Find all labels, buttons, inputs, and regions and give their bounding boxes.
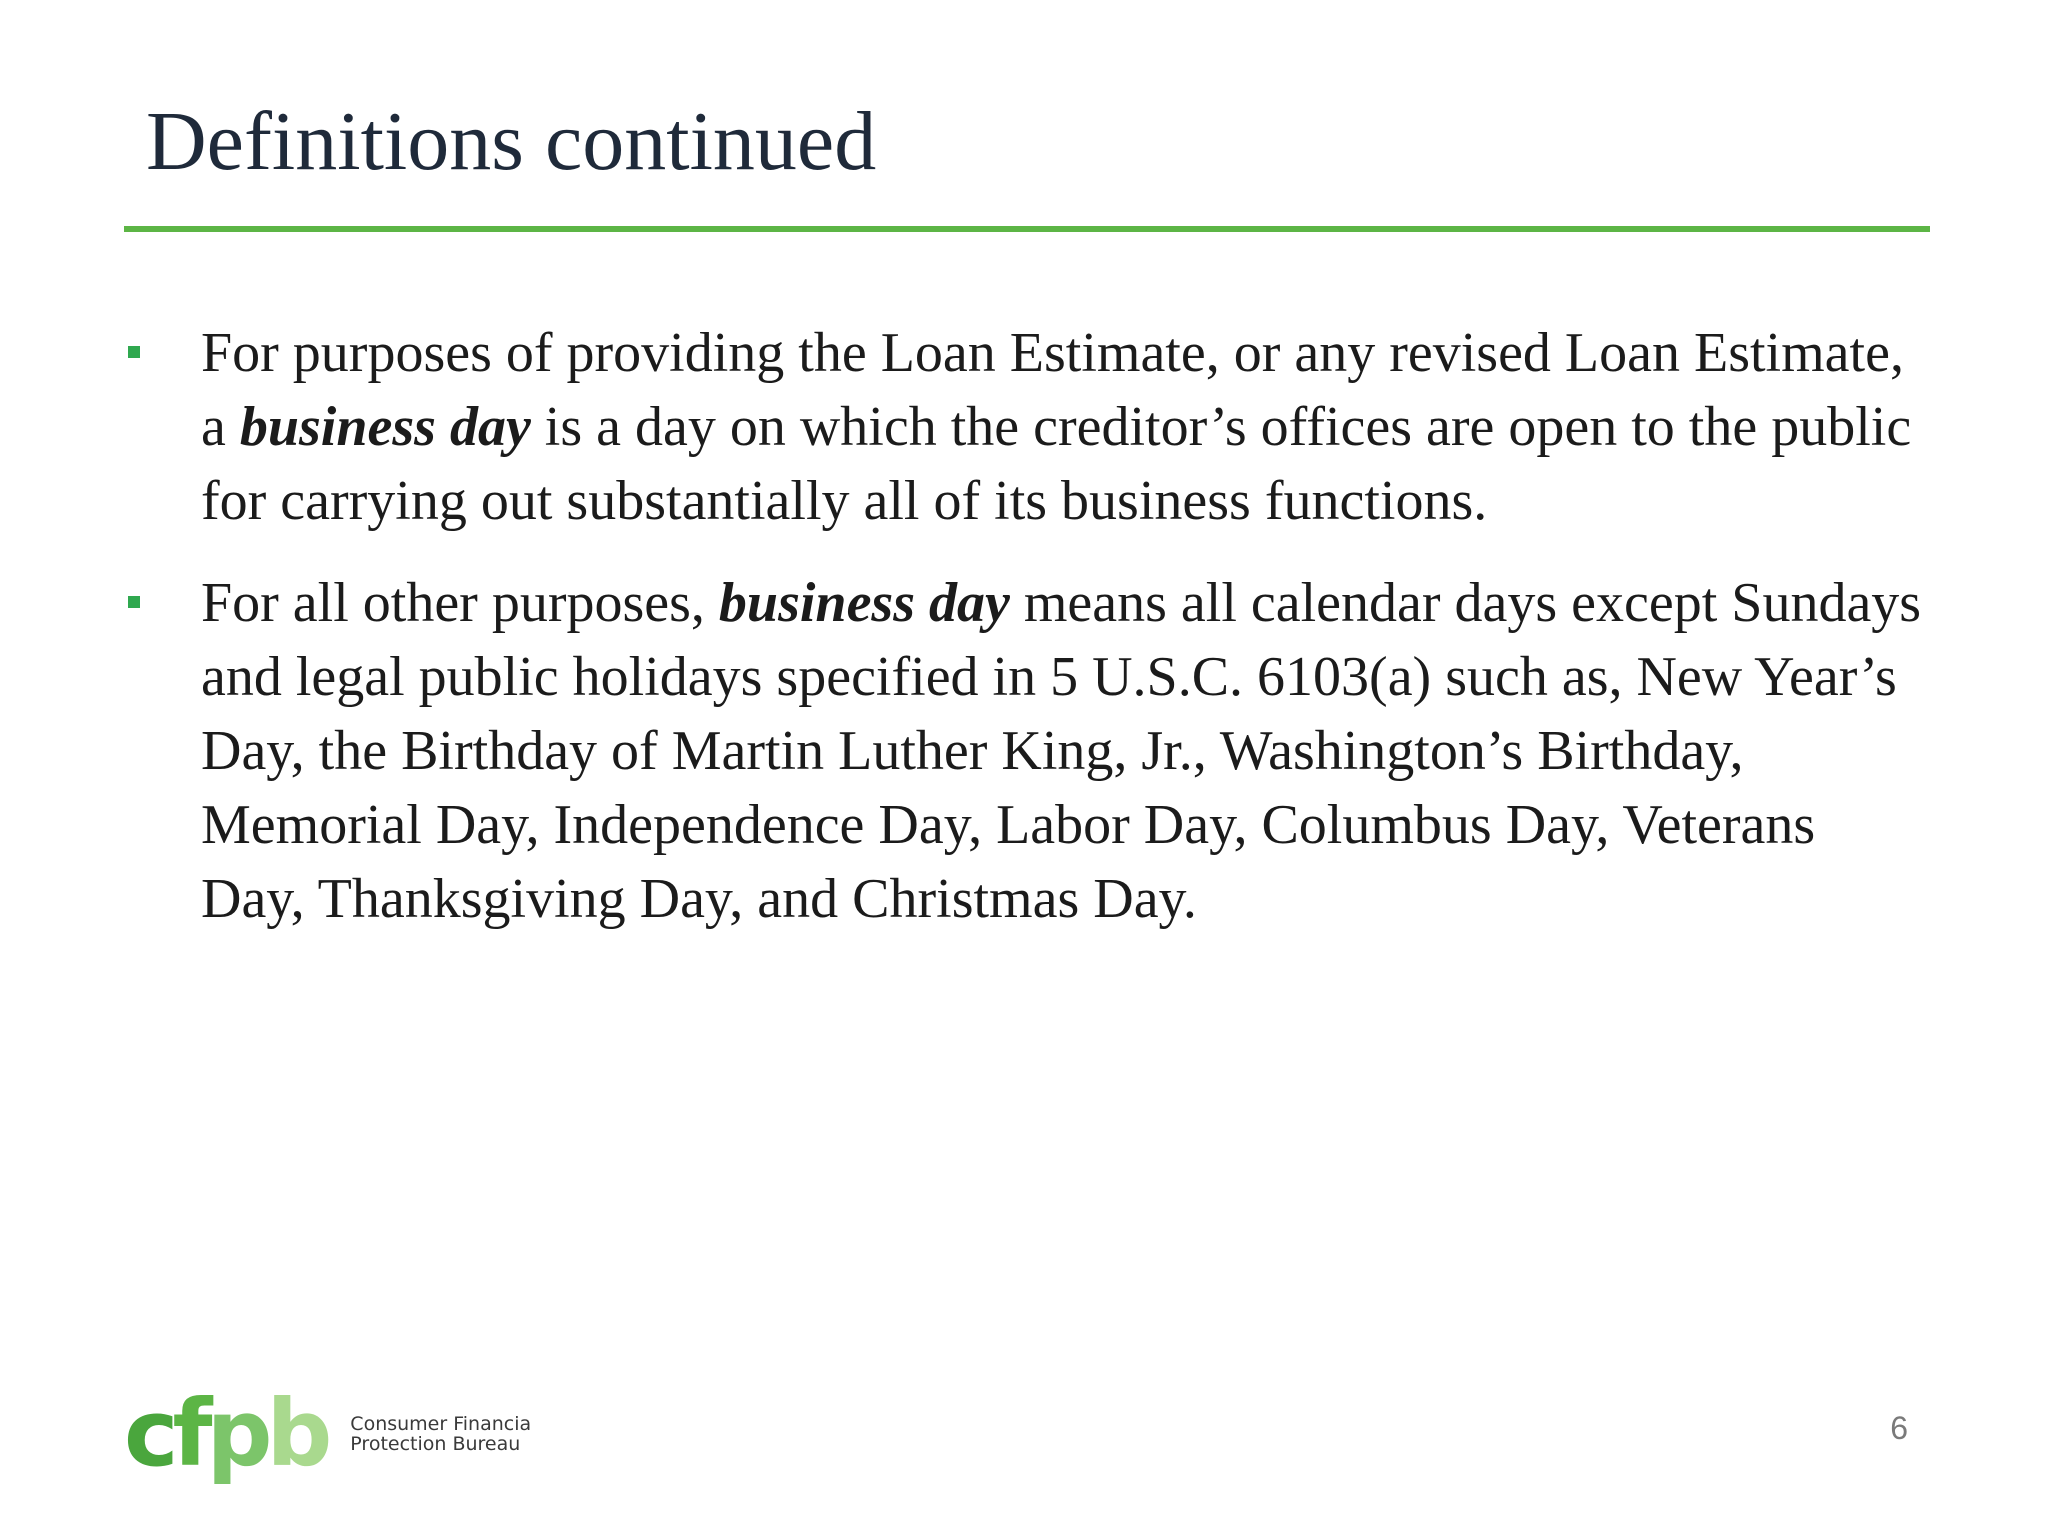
logo-letter-p: p	[206, 1380, 267, 1487]
square-bullet-icon	[128, 596, 140, 608]
logo-text-line1: Consumer Financia	[350, 1413, 532, 1435]
square-bullet-icon	[128, 346, 140, 358]
cfpb-logo-text	[350, 1414, 531, 1454]
bullet-item	[126, 566, 1926, 936]
defined-term: business day	[239, 396, 531, 458]
logo-text-line2: Protection Bureau	[350, 1433, 521, 1455]
logo-letter-b: b	[266, 1380, 327, 1487]
defined-term: business day	[718, 572, 1010, 634]
bullet-text-after: is a day on which the creditor’s offices are open to the public for carrying out substantially all of its business functions.	[201, 396, 1912, 532]
title-divider	[124, 226, 1930, 232]
logo-letter-c: c	[124, 1380, 173, 1487]
logo-letter-f: f	[172, 1380, 207, 1487]
slide-title: Definitions continued	[146, 95, 877, 188]
bullet-text-after: means all calendar days except Sundays and legal public holidays specified in 5 U.S.C. 6103(a) such as, New Year’s Day, the Birthday of Martin Luther King, Jr., Washington’s Birthday, Memorial Day, Independence Day, Labor Day, Columbus Day, Veterans Day, Thanksgiving Day, and Christmas Day.	[201, 572, 1922, 930]
cfpb-logo-mark	[124, 1380, 327, 1487]
cfpb-logo	[124, 1380, 532, 1487]
bullet-list	[126, 316, 1926, 964]
bullet-text-before: For all other purposes,	[201, 572, 719, 634]
bullet-text-before: For purposes of providing the Loan Estimate, or any revised Loan Estimate, a	[201, 322, 1904, 458]
page-number: 6	[1890, 1410, 1908, 1446]
bullet-item	[126, 316, 1926, 538]
